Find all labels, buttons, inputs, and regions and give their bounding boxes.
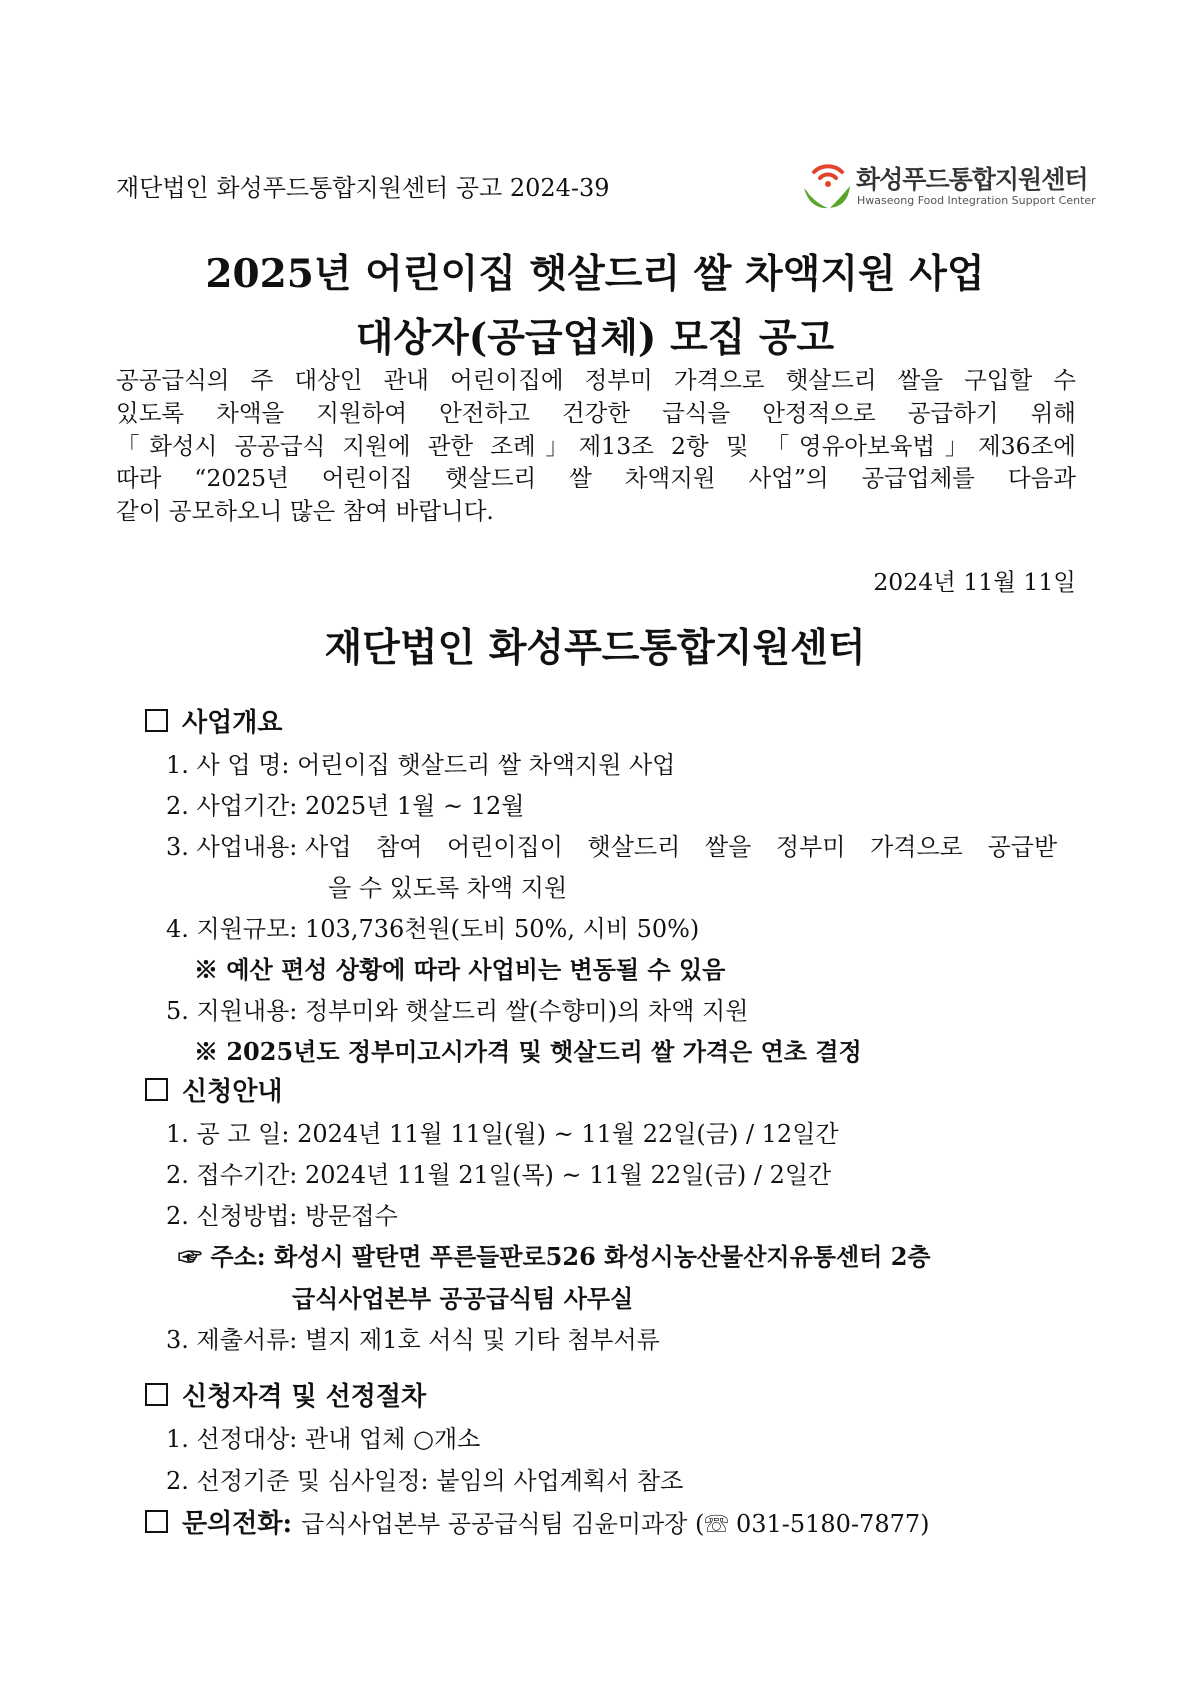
checkbox-square-icon [145, 1078, 168, 1101]
logo-english-name: Hwaseong Food Integration Support Center [857, 194, 1096, 207]
intro-line-1: 공공급식의 주 대상인 관내 어린이집에 정부미 가격으로 햇살드리 쌀을 구입할 수 [116, 366, 1076, 394]
section-contact: 문의전화: 급식사업본부 공공급식팀 김윤미과장 (☏ 031-5180-7877) [145, 1503, 930, 1540]
overview-item-period: 2. 사업기간: 2025년 1월 ~ 12월 [166, 792, 525, 820]
price-note: ※ 2025년도 정부미고시가격 및 햇살드리 쌀 가격은 연초 결정 [194, 1037, 862, 1066]
pointing-hand-icon: ☞ 주소: [178, 1242, 266, 1271]
section-overview-heading: 사업개요 [145, 702, 282, 739]
application-item-method: 2. 신청방법: 방문접수 [166, 1202, 398, 1230]
organization-name: 재단법인 화성푸드통합지원센터 [324, 625, 866, 671]
overview-item-name: 1. 사 업 명: 어린이집 햇살드리 쌀 차액지원 사업 [166, 751, 676, 779]
logo-korean-name: 화성푸드통합지원센터 [856, 165, 1088, 194]
application-item-documents: 3. 제출서류: 별지 제1호 서식 및 기타 첨부서류 [166, 1326, 660, 1354]
intro-line-5: 같이 공모하오니 많은 참여 바랍니다. [116, 497, 494, 525]
eligibility-item-criteria: 2. 선정기준 및 심사일정: 붙임의 사업계획서 참조 [166, 1467, 684, 1495]
notice-number: 재단법인 화성푸드통합지원센터 공고 2024-39 [116, 174, 610, 202]
section-application-heading: 신청안내 [145, 1071, 282, 1108]
title-line-2: 대상자(공급업체) 모집 공고 [355, 315, 835, 361]
overview-item-scale: 4. 지원규모: 103,736천원(도비 50%, 시비 50%) [166, 915, 700, 943]
application-address-cont: 급식사업본부 공공급식팀 사무실 [292, 1284, 634, 1313]
title-line-1: 2025년 어린이집 햇살드리 쌀 차액지원 사업 [205, 251, 985, 297]
checkbox-square-icon [145, 709, 168, 732]
section-eligibility-heading: 신청자격 및 선정절차 [145, 1376, 426, 1413]
application-item-notice-period: 1. 공 고 일: 2024년 11월 11일(월) ~ 11월 22일(금) / 12일간 [166, 1120, 839, 1148]
checkbox-square-icon [145, 1510, 168, 1533]
leaf-signal-icon [800, 158, 854, 212]
overview-item-content: 3. 사업내용: 사업 참여 어린이집이 햇살드리 쌀을 정부미 가격으로 공급받 [166, 833, 1058, 861]
intro-line-4: 따라 “2025년 어린이집 햇살드리 쌀 차액지원 사업”의 공급업체를 다음과 [116, 464, 1076, 492]
application-address: ☞ 주소: 화성시 팔탄면 푸른들판로526 화성시농산물산지유통센터 2층 [178, 1242, 931, 1271]
intro-line-2: 있도록 차액을 지원하여 안전하고 건강한 급식을 안정적으로 공급하기 위해 [116, 399, 1076, 427]
announcement-date: 2024년 11월 11일 [873, 568, 1076, 596]
overview-item-content-cont: 을 수 있도록 차액 지원 [328, 874, 568, 902]
organization-logo [800, 158, 1096, 214]
checkbox-square-icon [145, 1383, 168, 1406]
contact-info: 급식사업본부 공공급식팀 김윤미과장 (☏ 031-5180-7877) [301, 1510, 930, 1538]
intro-line-3: 「화성시 공공급식 지원에 관한 조례」제13조 2항 및 「영유아보육법」제36조에 [116, 432, 1076, 460]
budget-note: ※ 예산 편성 상황에 따라 사업비는 변동될 수 있음 [194, 955, 726, 984]
application-item-reception-period: 2. 접수기간: 2024년 11월 21일(목) ~ 11월 22일(금) / 2일간 [166, 1161, 832, 1189]
overview-item-support: 5. 지원내용: 정부미와 햇살드리 쌀(수향미)의 차액 지원 [166, 997, 749, 1025]
eligibility-item-target: 1. 선정대상: 관내 업체 ○개소 [166, 1425, 481, 1453]
